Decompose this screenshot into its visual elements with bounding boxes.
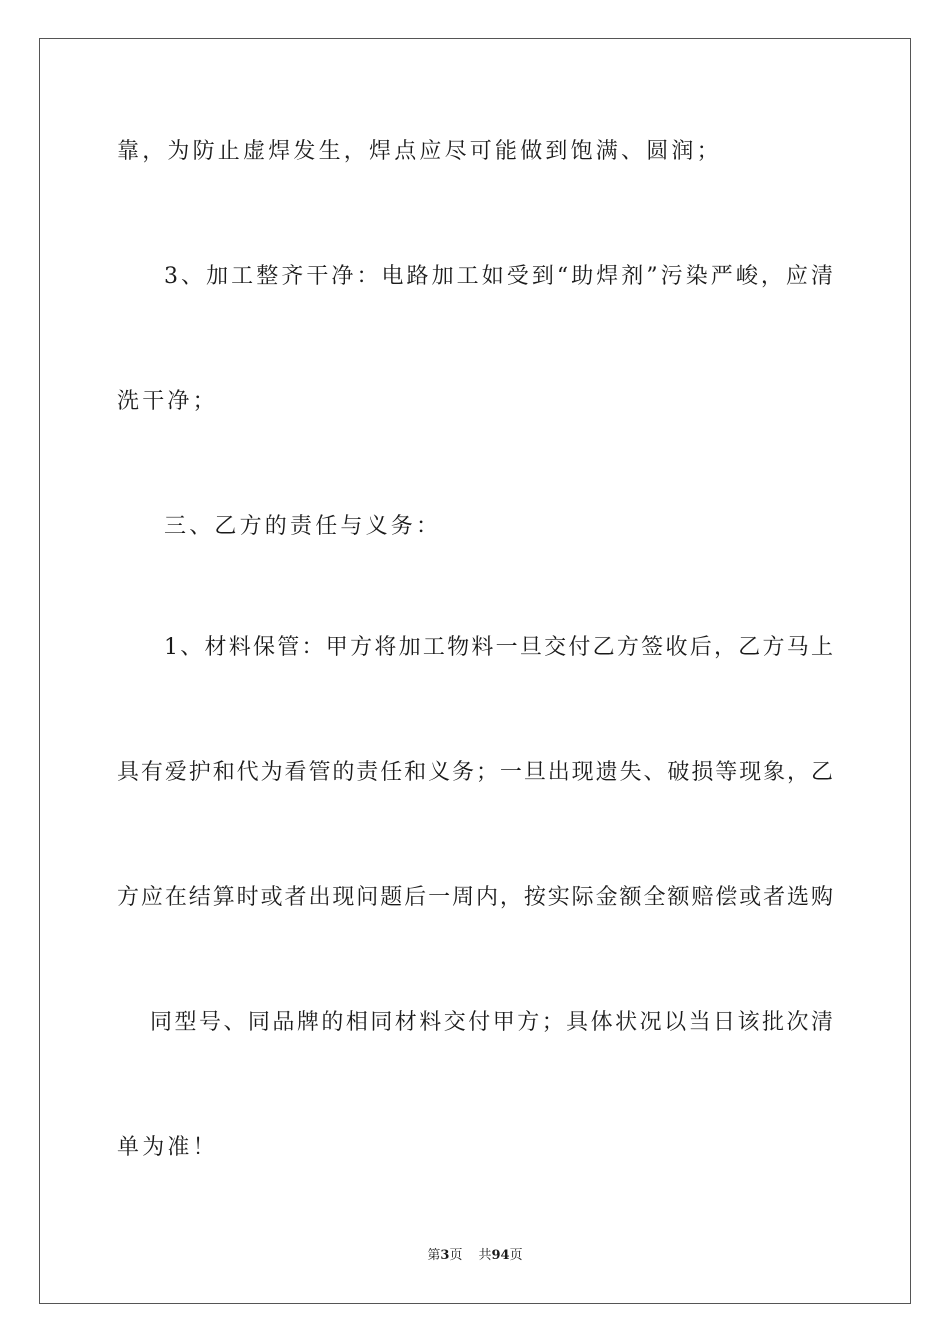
total-suffix: 页 xyxy=(509,1248,523,1263)
page-border xyxy=(39,38,911,1304)
page-total: 94 xyxy=(491,1248,510,1263)
body-line-2: 3、加工整齐干净：电路加工如受到“助焊剂”污染严峻，应清 xyxy=(164,264,833,289)
body-line-7: 方应在结算时或者出现问题后一周内，按实际金额全额赔偿或者选购 xyxy=(117,885,833,910)
total-prefix: 共 xyxy=(478,1248,492,1263)
page-suffix: 页 xyxy=(449,1248,463,1263)
body-line-1: 靠，为防止虚焊发生，焊点应尽可能做到饱满、圆润； xyxy=(117,139,722,164)
page-footer xyxy=(0,1247,950,1265)
body-line-9: 单为准！ xyxy=(117,1135,218,1160)
body-line-6: 具有爱护和代为看管的责任和义务；一旦出现遗失、破损等现象，乙 xyxy=(117,760,833,785)
body-line-3: 洗干净； xyxy=(117,389,218,414)
page-prefix: 第 xyxy=(427,1248,441,1263)
body-line-8: 同型号、同品牌的相同材料交付甲方；具体状况以当日该批次清 xyxy=(150,1010,833,1035)
body-line-5: 1、材料保管：甲方将加工物料一旦交付乙方签收后，乙方马上 xyxy=(164,635,833,660)
section-heading: 三、乙方的责任与义务： xyxy=(164,514,442,539)
page-current: 3 xyxy=(440,1248,450,1263)
